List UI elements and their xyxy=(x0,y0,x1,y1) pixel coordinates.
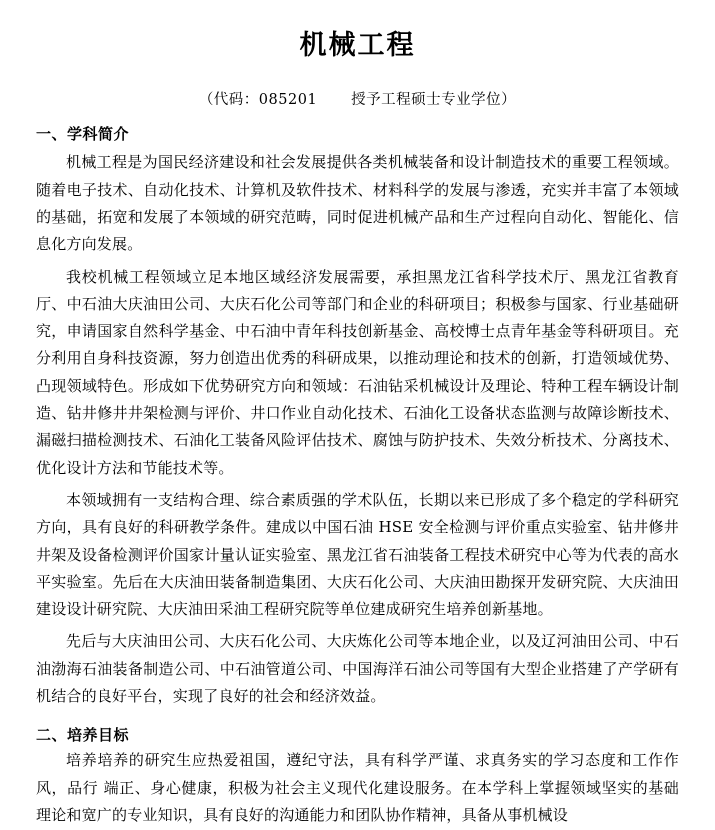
page-title: 机械工程 xyxy=(299,30,416,61)
degree-type: 授予工程硕士专业学位） xyxy=(351,92,517,109)
paragraph: 本领域拥有一支结构合理、综合素质强的学术队伍，长期以来已形成了多个稳定的学科研究方向，具有良好的科研教学条件。建成以中国石油 HSE 安全检测与评价重点实验室、钻井修井井架及设备检测评价国家计量认证实验室、黑龙江省石油装备工程技术研究中心等为代表的高水平实验室。先后在大庆油田装备制造集团、大庆石化公司、大庆油田勘探开发研究院、大庆油田建设设计研究院、大庆油田采油工程研究院等单位建成研究生培养创新基地。 xyxy=(36,490,679,619)
paragraph: 培养培养的研究生应热爱祖国，遵纪守法，具有科学严谨、求真务实的学习态度和工作作风，品行 端正、身心健康，积极为社会主义现代化建设服务。在本学科上掌握领域坚实的基础理论和宽广的专业知识，具有良好的沟通能力和团队协作精神，具备从事机械设 xyxy=(36,751,679,824)
section-heading-objectives: 二、培养目标 xyxy=(36,726,130,745)
paragraph: 先后与大庆油田公司、大庆石化公司、大庆炼化公司等本地企业，以及辽河油田公司、中石油渤海石油装备制造公司、中石油管道公司、中国海洋石油公司等国有大型企业搭建了产学研有机结合的良好平台，实现了良好的社会和经济效益。 xyxy=(36,632,679,706)
degree-code-line xyxy=(36,88,679,109)
paragraph: 机械工程是为国民经济建设和社会发展提供各类机械装备和设计制造技术的重要工程领域。随着电子技术、自动化技术、计算机及软件技术、材料科学的发展与渗透，充实并丰富了本领域的基础，拓宽和发展了本领域的研究范畴，同时促进机械产品和生产过程向自动化、智能化、信息化方向发展。 xyxy=(36,153,679,254)
program-code: （代码：085201 xyxy=(198,92,318,109)
paragraph: 我校机械工程领域立足本地区域经济发展需要，承担黑龙江省科学技术厅、黑龙江省教育厅、中石油大庆油田公司、大庆石化公司等部门和企业的科研项目；积极参与国家、行业基础研究，申请国家自然科学基金、中石油中青年科技创新基金、高校博士点青年基金等科研项目。充分利用自身科技资源，努力创造出优秀的科研成果，以推动理论和技术的创新，打造领域优势、凸现领域特色。形成如下优势研究方向和领域：石油钻采机械设计及理论、特种工程车辆设计制造、钻井修井井架检测与评价、井口作业自动化技术、石油化工设备状态监测与故障诊断技术、漏磁扫描检测技术、石油化工装备风险评估技术、腐蚀与防护技术、失效分析技术、分离技术、优化设计方法和节能技术等。 xyxy=(36,267,679,477)
section-heading-introduction: 一、学科简介 xyxy=(36,125,130,144)
